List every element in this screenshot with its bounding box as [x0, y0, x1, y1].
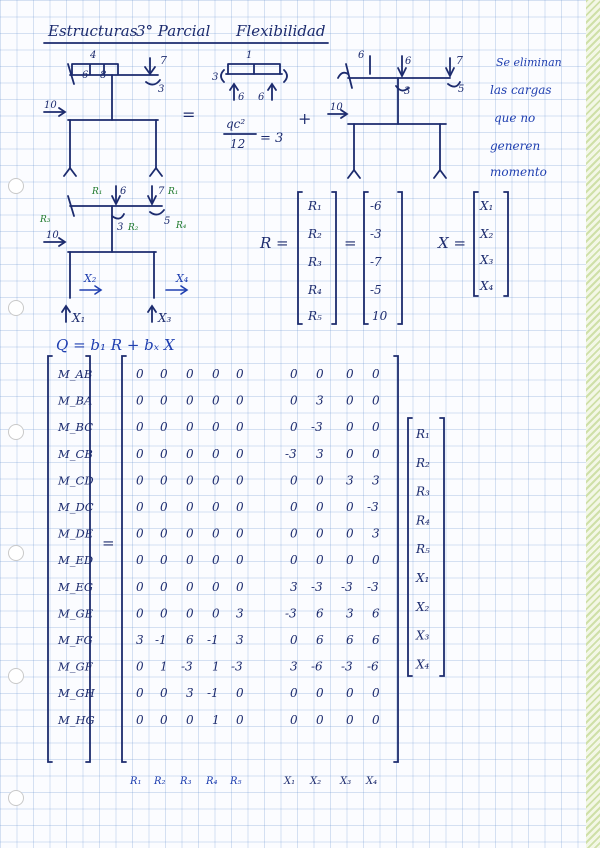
svg-text:X₄: X₄ — [176, 272, 189, 285]
matrix-cell: 0 — [212, 393, 220, 408]
matrix-cell: 0 — [136, 420, 144, 435]
matrix-cell: 3 — [316, 393, 324, 408]
matrix-cell: 0 — [212, 553, 220, 568]
matrix-cell: 0 — [372, 446, 380, 461]
svg-text:10: 10 — [44, 100, 57, 111]
matrix-cell: 0 — [160, 393, 168, 408]
x-vector-definition — [437, 192, 508, 296]
rhs-entry: X₂ — [416, 599, 430, 614]
matrix-cell: -6 — [311, 659, 323, 674]
matrix-cell: 0 — [290, 367, 298, 381]
beam-fixed-end-diagram — [212, 50, 287, 151]
matrix-cell: 1 — [212, 712, 220, 727]
svg-text:-6: -6 — [370, 199, 382, 213]
matrix-cell: 0 — [290, 553, 298, 568]
matrix-cell: -1 — [207, 686, 219, 701]
matrix-cell: 0 — [316, 367, 324, 381]
fraction-denominator: 12 — [230, 137, 246, 151]
svg-text:-5: -5 — [370, 283, 382, 297]
moment-label: M_AB — [58, 367, 93, 381]
matrix-cell: 0 — [346, 393, 354, 408]
matrix-cell: 0 — [212, 500, 220, 514]
matrix-cell: 0 — [212, 473, 220, 488]
column-label: R₅ — [230, 776, 242, 787]
matrix-cell: 0 — [290, 500, 298, 514]
frame-diagram-original — [44, 50, 167, 176]
svg-text:R₅: R₅ — [308, 309, 322, 323]
matrix-cell: 0 — [236, 553, 244, 568]
side-note — [490, 56, 562, 179]
matrix-cell: 0 — [186, 393, 194, 408]
x-label: X = — [438, 234, 467, 252]
matrix-cell: 0 — [136, 553, 144, 568]
matrix-cell: -3 — [341, 579, 353, 594]
b-matrix — [136, 367, 380, 727]
matrix-cell: 0 — [186, 500, 194, 514]
svg-text:7: 7 — [456, 54, 463, 67]
matrix-cell: 3 — [136, 633, 144, 647]
matrix-cell: 0 — [160, 420, 168, 435]
matrix-cell: 0 — [136, 579, 144, 594]
matrix-cell: 0 — [290, 473, 298, 488]
matrix-cell: 0 — [212, 446, 220, 461]
matrix-cell: 0 — [160, 579, 168, 594]
matrix-cell: 6 — [346, 633, 354, 647]
matrix-cell: 0 — [236, 420, 244, 435]
svg-text:las cargas: las cargas — [490, 83, 552, 97]
matrix-cell: 0 — [290, 633, 298, 647]
matrix-cell: 0 — [316, 553, 324, 568]
matrix-cell: 6 — [372, 633, 380, 647]
svg-text:X₁: X₁ — [72, 311, 86, 325]
matrix-cell: 6 — [372, 606, 380, 621]
column-label: R₃ — [180, 776, 192, 787]
svg-text:R₁: R₁ — [308, 199, 322, 213]
matrix-cell: 6 — [316, 606, 324, 621]
matrix-cell: 0 — [136, 367, 144, 381]
svg-text:6: 6 — [82, 70, 89, 81]
matrix-cell: 0 — [236, 526, 244, 541]
matrix-cell: 1 — [212, 659, 220, 674]
matrix-cell: 0 — [290, 526, 298, 541]
matrix-cell: 0 — [316, 686, 324, 701]
matrix-cell: 0 — [346, 367, 354, 381]
matrix-cell: -6 — [367, 659, 379, 674]
matrix-cell: 3 — [236, 606, 244, 621]
column-label: X₁ — [284, 776, 296, 787]
svg-text:5: 5 — [458, 84, 465, 95]
matrix-cell: 0 — [186, 579, 194, 594]
rhs-entry: R₂ — [416, 455, 430, 470]
matrix-cell: 0 — [290, 420, 298, 435]
matrix-cell: -3 — [311, 579, 323, 594]
svg-text:3: 3 — [212, 72, 219, 83]
svg-text:R₃: R₃ — [40, 215, 51, 225]
fraction-result: = 3 — [260, 131, 284, 146]
matrix-cell: 0 — [186, 712, 194, 727]
svg-text:-7: -7 — [370, 255, 382, 269]
svg-text:R₄: R₄ — [176, 221, 187, 231]
matrix-cell: -1 — [207, 633, 219, 647]
svg-text:7: 7 — [160, 54, 167, 67]
matrix-cell: 0 — [372, 420, 380, 435]
matrix-cell: 0 — [372, 553, 380, 568]
moment-label: M_FG — [58, 633, 93, 647]
column-labels — [129, 776, 377, 787]
svg-text:Se eliminan: Se eliminan — [496, 56, 562, 69]
rhs-entry: R₁ — [416, 427, 430, 441]
matrix-cell: 0 — [236, 686, 244, 701]
matrix-cell: 0 — [186, 446, 194, 461]
matrix-cell: 0 — [212, 367, 220, 381]
svg-text:X₂: X₂ — [480, 227, 494, 241]
matrix-cell: 0 — [186, 553, 194, 568]
matrix-cell: 0 — [316, 500, 324, 514]
matrix-cell: 3 — [290, 579, 298, 594]
header-course: Estructuras — [48, 22, 138, 40]
matrix-cell: -3 — [367, 579, 379, 594]
column-label: X₄ — [366, 776, 378, 787]
matrix-cell: 3 — [290, 659, 298, 674]
matrix-cell: 0 — [372, 393, 380, 408]
matrix-cell: 0 — [212, 579, 220, 594]
plus-sign: + — [298, 109, 312, 128]
rhs-entry: X₃ — [416, 628, 430, 643]
rhs-entry: R₃ — [416, 484, 430, 499]
rhs-vector — [415, 427, 430, 671]
matrix-cell: 0 — [372, 686, 380, 701]
matrix-cell: -3 — [285, 446, 297, 461]
svg-text:6: 6 — [120, 186, 127, 197]
moment-label: M_ED — [58, 553, 94, 568]
page-header — [44, 22, 328, 43]
matrix-cell: 6 — [316, 633, 324, 647]
moment-label: M_BC — [58, 420, 93, 435]
matrix-cell: 0 — [212, 420, 220, 435]
matrix-cell: 0 — [186, 420, 194, 435]
svg-text:generen: generen — [490, 139, 541, 153]
matrix-cell: 0 — [236, 712, 244, 727]
matrix-cell: 0 — [212, 526, 220, 541]
matrix-cell: 0 — [160, 446, 168, 461]
rhs-entry: X₄ — [416, 657, 430, 672]
matrix-cell: 0 — [186, 367, 194, 381]
matrix-cell: 3 — [346, 606, 354, 621]
matrix-cell: 0 — [136, 712, 144, 727]
equals-sign: = — [182, 105, 196, 124]
matrix-cell: 0 — [236, 393, 244, 408]
svg-text:R₂: R₂ — [308, 227, 322, 241]
matrix-cell: 0 — [316, 526, 324, 541]
matrix-cell: 0 — [290, 686, 298, 701]
matrix-cell: 0 — [346, 500, 354, 514]
matrix-cell: 3 — [372, 473, 380, 488]
column-label: X₂ — [310, 776, 322, 787]
moment-label: M_CB — [58, 446, 93, 461]
matrix-cell: -3 — [367, 500, 379, 514]
fraction-numerator: qc² — [226, 117, 246, 131]
matrix-cell: 0 — [160, 553, 168, 568]
matrix-cell: 0 — [136, 659, 144, 674]
matrix-cell: 1 — [160, 659, 168, 674]
matrix-cell: 0 — [212, 606, 220, 621]
svg-text:R₄: R₄ — [308, 283, 322, 297]
svg-text:7: 7 — [158, 186, 165, 197]
matrix-cell: 0 — [346, 446, 354, 461]
moment-label: M_EG — [58, 579, 94, 594]
matrix-cell: 0 — [236, 367, 244, 381]
matrix-cell: 0 — [136, 446, 144, 461]
matrix-cell: -3 — [285, 606, 297, 621]
matrix-cell: 0 — [236, 579, 244, 594]
matrix-cell: 0 — [346, 686, 354, 701]
svg-text:6: 6 — [358, 50, 365, 61]
matrix-cell: 0 — [160, 712, 168, 727]
matrix-cell: 0 — [290, 393, 298, 408]
svg-text:8: 8 — [100, 70, 107, 81]
rhs-entry: R₅ — [416, 542, 430, 557]
matrix-cell: 0 — [346, 553, 354, 568]
matrix-cell: 0 — [236, 446, 244, 461]
matrix-cell: 3 — [316, 446, 324, 461]
svg-text:momento: momento — [490, 165, 547, 179]
svg-text:10: 10 — [330, 102, 343, 113]
matrix-cell: 6 — [186, 633, 194, 647]
moment-label: M_GE — [58, 606, 94, 621]
matrix-cell: 0 — [136, 473, 144, 488]
matrix-cell: 0 — [186, 526, 194, 541]
svg-text:6: 6 — [238, 92, 245, 103]
matrix-cell: 0 — [136, 606, 144, 621]
moment-label: M_GH — [58, 686, 95, 701]
matrix-cell: 0 — [136, 526, 144, 541]
rhs-entry: X₁ — [416, 571, 430, 585]
matrix-cell: 0 — [346, 712, 354, 727]
moment-label: M_DE — [58, 526, 94, 541]
matrix-cell: 0 — [160, 473, 168, 488]
matrix-cell: 0 — [160, 686, 168, 701]
matrix-cell: 0 — [136, 686, 144, 701]
matrix-cell: 0 — [346, 420, 354, 435]
column-label: X₃ — [340, 776, 352, 787]
matrix-cell: 0 — [160, 500, 168, 514]
svg-text:que no: que no — [494, 111, 536, 125]
svg-text:R₃: R₃ — [308, 255, 322, 269]
r-vector-definition — [259, 192, 402, 324]
matrix-cell: 0 — [160, 526, 168, 541]
svg-text:-3: -3 — [370, 227, 382, 241]
matrix-cell: 0 — [236, 500, 244, 514]
column-label: R₁ — [130, 776, 142, 787]
svg-text:X₃: X₃ — [480, 253, 494, 267]
svg-text:4: 4 — [90, 50, 97, 61]
matrix-cell: 0 — [160, 606, 168, 621]
matrix-cell: 0 — [186, 473, 194, 488]
svg-text:3: 3 — [117, 222, 124, 233]
r-label: R = — [260, 234, 289, 252]
matrix-cell: 0 — [290, 712, 298, 727]
header-topic: Flexibilidad — [236, 22, 326, 40]
matrix-cell: -3 — [181, 659, 193, 674]
matrix-cell: 0 — [136, 393, 144, 408]
svg-text:X₁: X₁ — [480, 199, 494, 213]
header-exam: 3° Parcial — [136, 22, 211, 40]
matrix-cell: 0 — [346, 526, 354, 541]
matrix-cell: 3 — [346, 473, 354, 488]
compatibility-equation: Q = b₁ R + bₓ X — [56, 336, 175, 354]
svg-text:3: 3 — [158, 84, 165, 95]
matrix-cell: 0 — [136, 500, 144, 514]
svg-text:10: 10 — [46, 230, 59, 241]
matrix-cell: -3 — [231, 659, 243, 674]
matrix-cell: 0 — [372, 367, 380, 381]
frame-diagram-redundants — [39, 186, 188, 325]
matrix-cell: -1 — [155, 633, 167, 647]
svg-text:R₁: R₁ — [92, 187, 103, 197]
matrix-equals: = — [102, 534, 115, 552]
matrix-cell: 0 — [316, 473, 324, 488]
rhs-entry: R₄ — [416, 513, 430, 528]
moment-label: M_BA — [58, 393, 93, 408]
matrix-cell: 0 — [186, 606, 194, 621]
matrix-cell: 3 — [372, 526, 380, 541]
moment-label: M_CD — [58, 473, 94, 488]
moment-label: M_DC — [58, 500, 94, 514]
matrix-cell: 0 — [236, 473, 244, 488]
moment-label: M_GF — [58, 659, 93, 674]
column-label: R₂ — [154, 776, 166, 787]
matrix-cell: -3 — [311, 420, 323, 435]
matrix-cell: 3 — [236, 633, 244, 647]
svg-text:5: 5 — [164, 216, 171, 227]
svg-text:3: 3 — [404, 86, 411, 97]
matrix-cell: 0 — [316, 712, 324, 727]
matrix-cell: 0 — [160, 367, 168, 381]
matrix-cell: -3 — [341, 659, 353, 674]
svg-text:1: 1 — [246, 50, 253, 61]
svg-text:X₄: X₄ — [480, 279, 494, 293]
svg-text:10: 10 — [372, 309, 388, 323]
svg-text:6: 6 — [258, 92, 265, 103]
column-label: R₄ — [206, 776, 218, 787]
svg-text:X₃: X₃ — [158, 311, 172, 325]
matrix-cell: 0 — [372, 712, 380, 727]
moment-label: M_HG — [58, 712, 95, 727]
svg-text:R₁: R₁ — [168, 187, 179, 197]
svg-text:=: = — [344, 234, 357, 252]
frame-diagram-modified — [328, 50, 464, 178]
matrix-system — [48, 356, 444, 787]
svg-text:X₂: X₂ — [84, 272, 97, 285]
matrix-cell: 3 — [186, 686, 194, 701]
svg-text:R₂: R₂ — [128, 223, 139, 233]
svg-text:6: 6 — [405, 56, 412, 67]
